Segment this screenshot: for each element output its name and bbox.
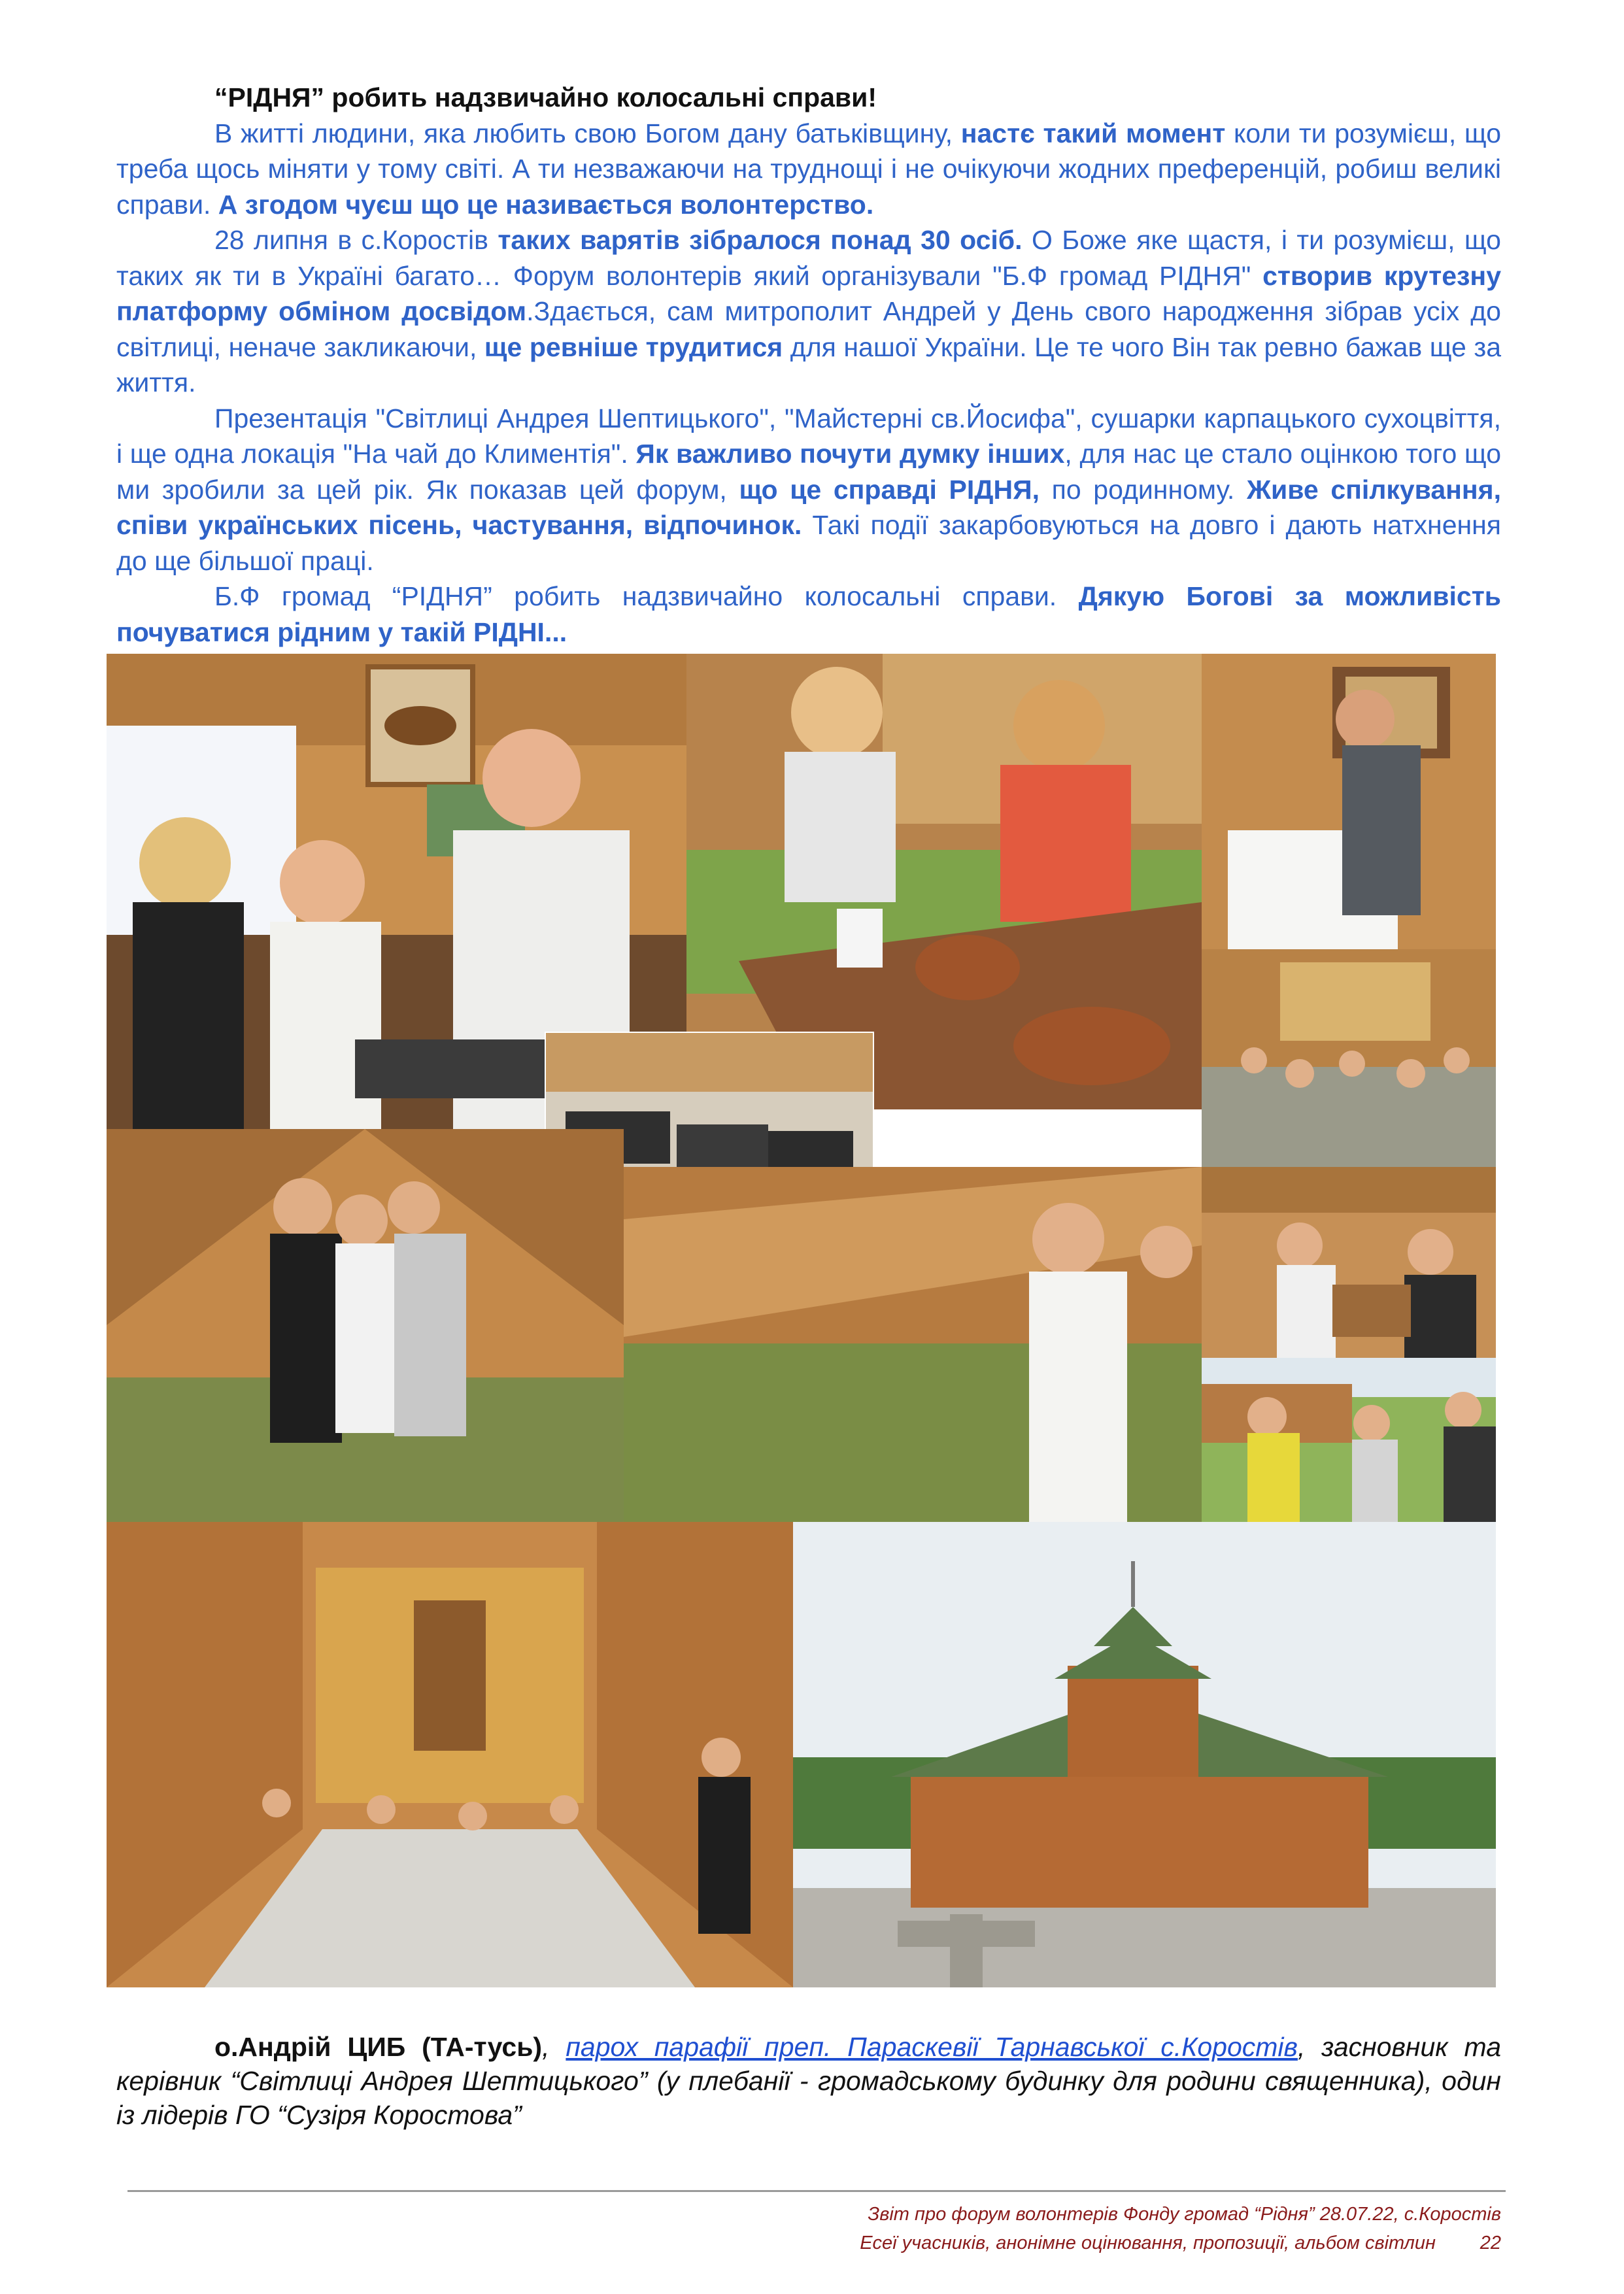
- photo-church-crowd: [1202, 949, 1496, 1167]
- paragraph-3: Презентація "Світлиці Андрея Шептицького", "Майстерні св.Йосифа", сушарки карпацького сухоцвіття, і ще одна локація "На чай до Климентія". Як важливо почути думку інших, для нас це стало оцінкою того що ми зробили за цей рік. Як показав цей форум, що це справді РІДНЯ, по родинному. Живе спілкування, співи українських пісень, частування, відпочинок. Такі події закарбовуються на довго і дають натхнення до ще більшої праці.: [116, 403, 1502, 576]
- page-number: 22: [1480, 2233, 1501, 2253]
- photo-wooden-church-exterior: [793, 1522, 1496, 1987]
- paragraph-4: Б.Ф громад “РІДНЯ” робить надзвичайно колосальні справи. Дякую Богові за можливість почуватися рідним у такій РІДНІ...: [116, 581, 1501, 647]
- article-text: [116, 80, 1501, 650]
- caption-rest: , засновник та керівник “Світлиці Андрея Шептицького” (у плебанії - громадському будинку для родини священника), один із лідерів ГО “Сузіря Коростова”: [116, 2032, 1502, 2130]
- parish-link[interactable]: парох парафії преп. Параскевії Тарнавської с.Коростів: [566, 2032, 1298, 2062]
- photo-attic-drying-group: [107, 1129, 624, 1522]
- page-footer: [860, 2200, 1501, 2257]
- photo-church-interior: [107, 1522, 793, 1987]
- photo-workshop-group: [1202, 1167, 1496, 1358]
- photo-caption: о.Андрій ЦИБ (ТА-тусь), парох парафії преп. Параскевії Тарнавської с.Коростів, засновник та керівник “Світлиці Андрея Шептицького” (у плебанії - громадському будинку для родини священника), один із лідерів ГО “Сузіря Коростова”: [116, 2032, 1502, 2130]
- paragraph-2: 28 липня в с.Коростів таких варятів зібралося понад 30 осіб. О Боже яке щастя, і ти розумієш, що таких як ти в Україні багато… Форум волонтерів який організували "Б.Ф громад РІДНЯ" створив крутезну платформу обміном досвідом.Здається, сам митрополит Андрей у День свого народження зібрав усіх до світлиці, неначе закликаючи, ще ревніше трудитися для нашої України. Це те чого Він так ревно бажав ще за життя.: [116, 225, 1501, 397]
- footer-line-1: Звіт про форум волонтерів Фонду громад “Рідня” 28.07.22, с.Коростів: [868, 2204, 1501, 2225]
- photo-attic-host: [624, 1167, 1202, 1522]
- paragraph-1: В житті людини, яка любить свою Богом дану батьківщину, настє такий момент коли ти розумієш, що треба щось міняти у тому світі. А ти незважаючи на труднощі і не очікуючи жодних преференцій, робиш великі справи. А згодом чуєш що це називається волонтерство.: [116, 118, 1502, 220]
- article-title: “РІДНЯ” робить надзвичайно колосальні справи!: [214, 82, 877, 112]
- caption-name: о.Андрій ЦИБ (ТА-тусь): [214, 2032, 543, 2062]
- photo-outdoor-group: [1202, 1358, 1496, 1522]
- footer-line-2: Есеї учасників, анонімне оцінювання, пропозиції, альбом світлин 22: [860, 2229, 1501, 2257]
- photo-reception-table: [1202, 654, 1496, 949]
- footer-divider: [127, 2190, 1506, 2192]
